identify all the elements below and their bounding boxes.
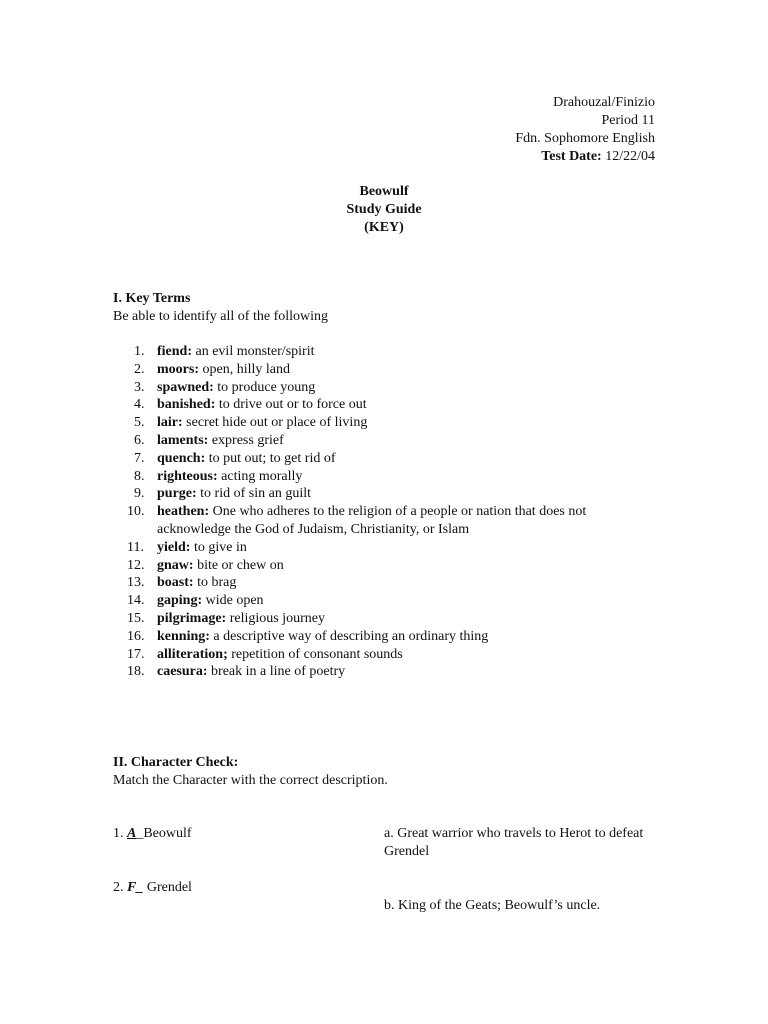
key-term-item xyxy=(113,592,653,610)
key-term-item xyxy=(113,663,653,681)
term-definition: to drive out or to force out xyxy=(215,397,367,413)
term-number: 9. xyxy=(134,486,145,502)
term-number: 10. xyxy=(127,504,145,520)
term-word: lair: xyxy=(157,415,183,431)
key-terms-list xyxy=(113,343,653,681)
key-term-item xyxy=(113,485,653,503)
teacher-names: Drahouzal/Finizio xyxy=(553,95,655,110)
term-word: kenning: xyxy=(157,628,210,644)
term-word: laments: xyxy=(157,432,209,448)
term-number: 3. xyxy=(134,379,145,395)
term-body xyxy=(157,450,653,468)
key-term-item xyxy=(113,539,653,557)
character-item-grendel xyxy=(113,879,192,897)
section-1-instruction: Be able to identify all of the following xyxy=(113,309,329,324)
term-definition: to brag xyxy=(193,575,237,591)
title-line-1: Beowulf xyxy=(359,184,409,199)
test-date xyxy=(515,148,655,166)
term-body xyxy=(157,379,653,397)
term-definition: bite or chew on xyxy=(193,557,284,573)
key-term-item xyxy=(113,610,653,628)
document-header xyxy=(515,94,655,166)
term-number: 17. xyxy=(127,646,145,662)
term-number: 1. xyxy=(134,344,145,359)
key-term-item xyxy=(113,379,653,397)
term-definition: wide open xyxy=(202,593,264,609)
section-2-heading: II. Character Check: xyxy=(113,755,239,770)
description-b: b. King of the Geats; Beowulf’s uncle. xyxy=(384,898,601,913)
term-word: heathen: xyxy=(157,504,210,520)
term-body xyxy=(157,414,653,432)
term-number: 6. xyxy=(134,432,145,448)
term-word: banished: xyxy=(157,397,216,413)
term-word: spawned: xyxy=(157,379,214,395)
key-term-item xyxy=(113,557,653,575)
term-word: gnaw: xyxy=(157,557,194,573)
section-2-instruction: Match the Character with the correct description. xyxy=(113,773,388,788)
class-period: Period 11 xyxy=(601,113,655,128)
item-answer: A xyxy=(127,826,137,841)
document-title xyxy=(0,183,768,237)
term-word: pilgrimage: xyxy=(157,610,227,626)
description-a: a. Great warrior who travels to Herot to defeat Grendel xyxy=(384,826,644,859)
term-body xyxy=(157,343,653,361)
term-body xyxy=(157,628,653,646)
term-word: righteous: xyxy=(157,468,218,484)
item-number: 2. xyxy=(113,880,127,895)
key-term-item xyxy=(113,468,653,486)
course-name: Fdn. Sophomore English xyxy=(515,131,655,146)
key-term-item xyxy=(113,628,653,646)
term-word: quench: xyxy=(157,450,206,466)
term-definition: acting morally xyxy=(217,468,303,484)
term-word: boast: xyxy=(157,575,194,591)
term-body xyxy=(157,646,653,664)
title-line-2: Study Guide xyxy=(346,202,422,217)
term-definition: break in a line of poetry xyxy=(207,664,346,680)
term-body xyxy=(157,503,653,539)
key-term-item xyxy=(113,450,653,468)
term-body xyxy=(157,432,653,450)
item-name: Grendel xyxy=(143,880,192,895)
test-date-value: 12/22/04 xyxy=(601,149,655,164)
term-number: 11. xyxy=(127,539,144,555)
term-word: yield: xyxy=(157,539,191,555)
key-term-item xyxy=(113,361,653,379)
term-body xyxy=(157,468,653,486)
key-term-item xyxy=(113,646,653,664)
term-word: fiend: xyxy=(157,344,192,359)
term-word: alliteration; xyxy=(157,646,228,662)
term-definition: repetition of consonant sounds xyxy=(227,646,403,662)
term-number: 15. xyxy=(127,610,145,626)
term-definition: an evil monster/spirit xyxy=(192,344,315,359)
section-1-heading: I. Key Terms xyxy=(113,291,191,306)
term-word: moors: xyxy=(157,361,199,377)
term-definition: religious journey xyxy=(226,610,325,626)
item-name: _Beowulf xyxy=(136,826,192,841)
term-body xyxy=(157,485,653,503)
title-line-3: (KEY) xyxy=(364,220,404,235)
term-number: 2. xyxy=(134,361,145,377)
key-term-item xyxy=(113,414,653,432)
term-definition: to rid of sin an guilt xyxy=(196,486,311,502)
term-number: 14. xyxy=(127,593,145,609)
term-body xyxy=(157,539,653,557)
term-number: 18. xyxy=(127,664,145,680)
term-definition: secret hide out or place of living xyxy=(182,415,368,431)
term-body xyxy=(157,361,653,379)
item-number: 1. xyxy=(113,826,127,841)
term-number: 16. xyxy=(127,628,145,644)
term-number: 5. xyxy=(134,415,145,431)
term-definition: to produce young xyxy=(213,379,316,395)
term-body xyxy=(157,592,653,610)
term-body xyxy=(157,396,653,414)
item-answer: F_ xyxy=(127,880,144,895)
term-definition: One who adheres to the religion of a people or nation that does not acknowledge the God of Judaism, Christianity, or Islam xyxy=(157,504,587,537)
key-term-item xyxy=(113,343,653,361)
term-definition: a descriptive way of describing an ordinary thing xyxy=(209,628,489,644)
key-term-item xyxy=(113,574,653,592)
key-term-item xyxy=(113,432,653,450)
term-definition: express grief xyxy=(208,432,284,448)
term-body xyxy=(157,610,653,628)
term-number: 4. xyxy=(134,397,145,413)
term-word: gaping: xyxy=(157,593,203,609)
term-word: purge: xyxy=(157,486,197,502)
term-number: 8. xyxy=(134,468,145,484)
term-number: 7. xyxy=(134,450,145,466)
term-definition: open, hilly land xyxy=(199,361,290,377)
test-date-label: Test Date: xyxy=(541,149,602,164)
term-body xyxy=(157,663,653,681)
character-item-beowulf xyxy=(113,825,192,843)
term-number: 13. xyxy=(127,575,145,591)
term-body xyxy=(157,574,653,592)
key-term-item xyxy=(113,503,653,539)
term-number: 12. xyxy=(127,557,145,573)
term-definition: to put out; to get rid of xyxy=(205,450,336,466)
term-definition: to give in xyxy=(190,539,247,555)
term-word: caesura: xyxy=(157,664,208,680)
key-term-item xyxy=(113,396,653,414)
term-body xyxy=(157,557,653,575)
